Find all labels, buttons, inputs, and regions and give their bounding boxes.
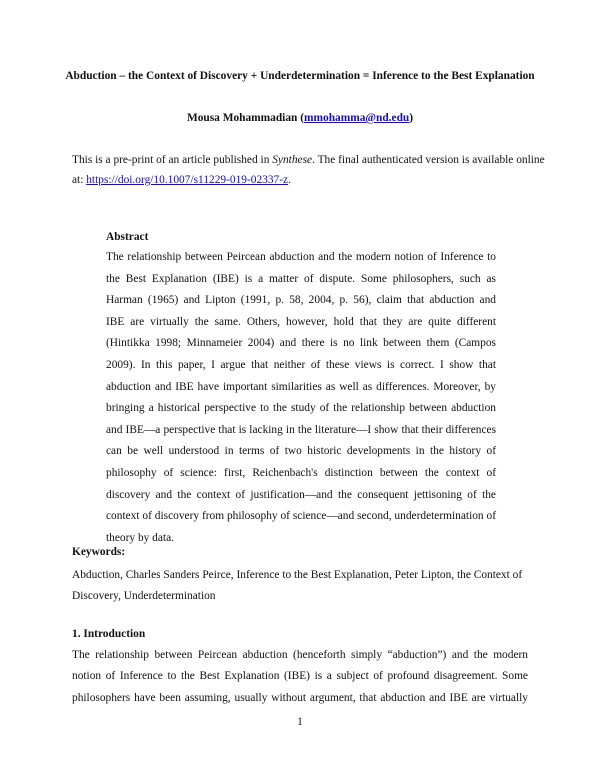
preprint-line-2	[72, 171, 530, 191]
page-number: 1	[297, 716, 303, 728]
abstract-line: 2009). In this paper, I argue that neither of these views is correct. I show that	[106, 358, 496, 371]
abstract-line: the Best Explanation (IBE) is a matter of dispute. Some philosophers, such as	[106, 272, 496, 285]
keywords-line: Discovery, Underdetermination	[72, 590, 216, 602]
preprint-notice	[72, 151, 545, 190]
author-email-link[interactable]: mmohamma@nd.edu	[304, 112, 410, 124]
introduction-line: notion of Inference to the Best Explanation (IBE) is a subject of profound disagreement. Some	[72, 670, 528, 683]
author-open-paren: (	[297, 112, 305, 124]
abstract-line: philosophy of science: first, Reichenbach's distinction between the context of	[106, 466, 496, 479]
abstract-line: discovery and the context of justification—and the consequent jettisoning of the	[106, 488, 496, 501]
abstract-line: theory by data.	[106, 531, 175, 544]
abstract-line: The relationship between Peircean abduction and the modern notion of Inference to	[106, 251, 496, 263]
preprint-middle: . The final authenticated version is available online	[312, 154, 545, 166]
doi-link[interactable]: https://doi.org/10.1007/s11229-019-02337-z	[86, 173, 289, 186]
keywords-line: Abduction, Charles Sanders Peirce, Inference to the Best Explanation, Peter Lipton, the Context of	[72, 569, 523, 581]
abstract-line: bringing a historical perspective to the study of the relationship between abduction	[106, 402, 496, 415]
introduction-heading: 1. Introduction	[72, 628, 146, 640]
abstract-line: abduction and IBE have important similarities as well as differences. Moreover, by	[106, 380, 496, 393]
paper-title: Abduction – the Context of Discovery + Underdetermination = Inference to the Best Explanation	[65, 70, 535, 82]
preprint-line-1	[72, 151, 545, 171]
preprint-prefix: This is a pre-print of an article published in	[72, 154, 273, 166]
abstract-line: context of discovery from philosophy of science—and second, underdetermination of	[106, 510, 496, 523]
author-name: Mousa Mohammadian	[186, 112, 298, 124]
keywords-heading: Keywords:	[72, 546, 126, 558]
preprint-at: at:	[72, 173, 87, 186]
introduction-line: philosophers have been assuming, usually without argument, that abduction and IBE are virtually	[72, 691, 528, 704]
journal-name: Synthese	[272, 154, 313, 166]
abstract-line: (Hintikka 1998; Minnameier 2004) and there is no link between them (Campos	[106, 337, 496, 350]
abstract-text	[106, 247, 496, 549]
preprint-suffix: .	[288, 173, 291, 186]
abstract-line: can be well understood in terms of two historic developments in the history of	[106, 445, 496, 458]
abstract-line: Harman (1965) and Lipton (1991, p. 58, 2004, p. 56), claim that abduction and	[106, 294, 496, 307]
introduction-line: The relationship between Peircean abduction (henceforth simply “abduction”) and the modern	[72, 649, 528, 661]
author-line	[40, 111, 560, 125]
introduction-text	[72, 645, 528, 709]
abstract-heading: Abstract	[106, 231, 149, 243]
keywords-text	[72, 565, 528, 607]
abstract-line: IBE are virtually the same. Others, however, hold that they are quite different	[106, 315, 496, 328]
author-close-paren: )	[409, 112, 414, 124]
abstract-line: and IBE—a perspective that is lacking in the literature—I show that their differences	[106, 423, 496, 436]
